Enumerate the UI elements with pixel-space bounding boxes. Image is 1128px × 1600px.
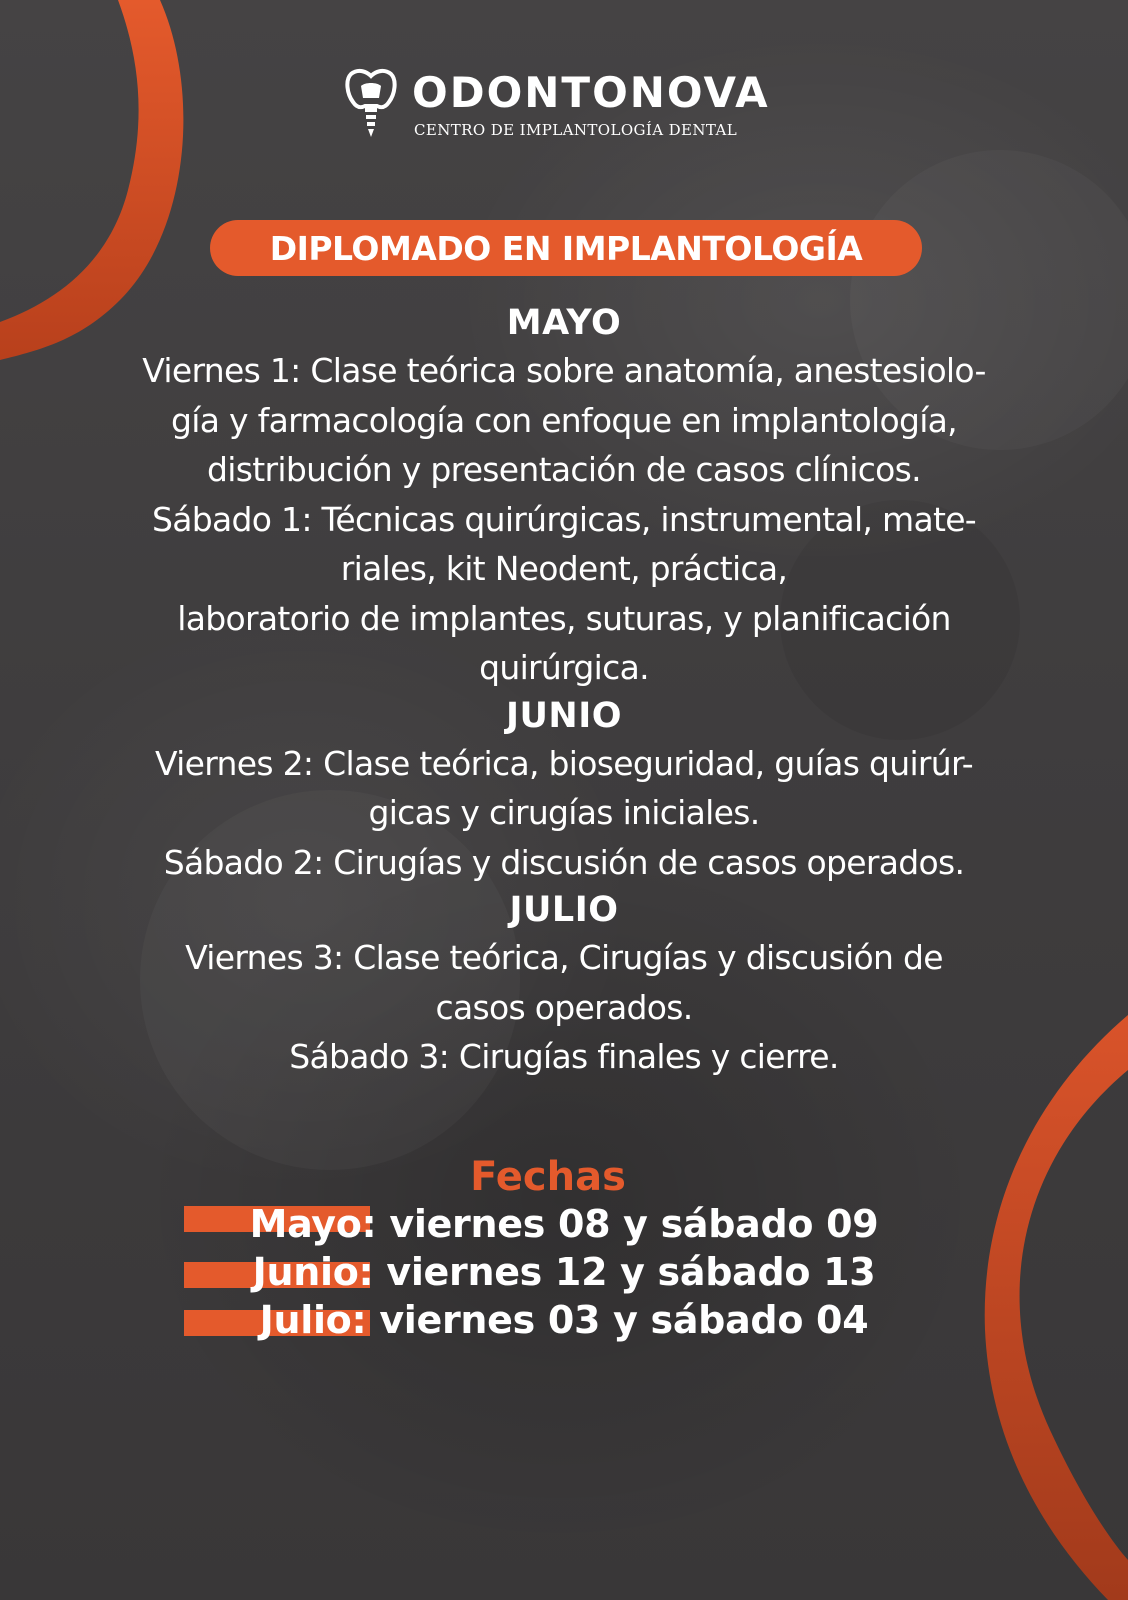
- program-line: casos operados.: [435, 987, 693, 1027]
- date-text: Julio: viernes 03 y sábado 04: [259, 1298, 869, 1342]
- program-line: Sábado 1: Técnicas quirúrgicas, instrumental, mate-: [151, 499, 977, 539]
- program-line: riales, kit Neodent, práctica,: [340, 549, 788, 588]
- page-title: DIPLOMADO EN IMPLANTOLOGÍA: [269, 228, 863, 268]
- program-line: Viernes 1: Clase teórica sobre anatomía, anestesiolo-: [142, 351, 986, 390]
- program-line: laboratorio de implantes, suturas, y planificación: [177, 598, 951, 638]
- date-text: Junio: viernes 12 y sábado 13: [252, 1250, 876, 1294]
- brand-name: ODONTONOVA: [412, 68, 770, 117]
- program-line: gicas y cirugías iniciales.: [368, 793, 760, 832]
- program-line: Viernes 3: Clase teórica, Cirugías y discusión de: [185, 938, 943, 977]
- date-row-julio: [0, 1296, 1128, 1344]
- fechas-heading: Fechas: [470, 1154, 626, 1200]
- brand-tagline: CENTRO DE IMPLANTOLOGÍA DENTAL: [414, 121, 738, 139]
- date-list: [0, 1200, 1128, 1344]
- date-text: Mayo: viernes 08 y sábado 09: [249, 1202, 879, 1246]
- logo: [0, 68, 1128, 148]
- program: [40, 300, 1088, 1082]
- program-line: distribución y presentación de casos clínicos.: [207, 450, 921, 489]
- title-pill: [210, 220, 922, 276]
- program-line: gía y farmacología con enfoque en implantología,: [171, 400, 957, 440]
- month-heading-junio: JUNIO: [505, 695, 622, 736]
- month-heading-mayo: MAYO: [506, 303, 622, 343]
- tooth-implant-icon: [345, 68, 397, 140]
- program-line: quirúrgica.: [479, 648, 649, 687]
- program-line: Sábado 3: Cirugías finales y cierre.: [289, 1037, 839, 1076]
- month-heading-julio: JULIO: [509, 890, 619, 930]
- date-row-junio: [0, 1248, 1128, 1296]
- program-line: Viernes 2: Clase teórica, bioseguridad, guías quirúr-: [155, 743, 973, 783]
- date-row-mayo: [0, 1200, 1128, 1248]
- program-line: Sábado 2: Cirugías y discusión de casos operados.: [163, 842, 965, 882]
